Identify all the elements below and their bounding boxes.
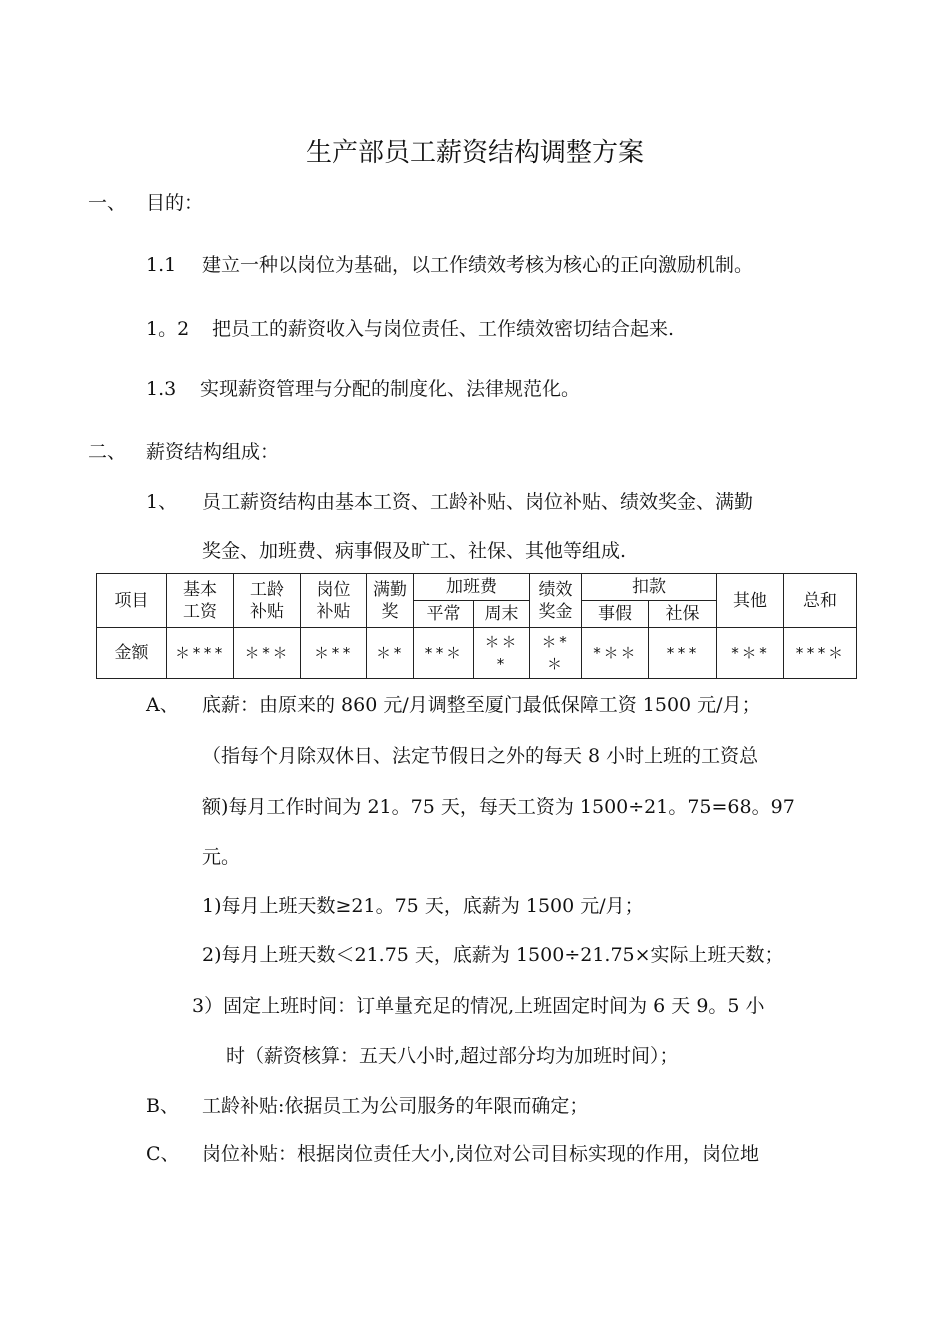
amount-overtime-weekday: **＊: [414, 628, 474, 679]
amount-base-salary: ＊***: [167, 628, 234, 679]
amount-deduction-social-insurance: ***: [649, 628, 717, 679]
item-a-line-2: （指每个月除双休日、法定节假日之外的每天 8 小时上班的工资总: [202, 745, 759, 767]
paragraph-2-1-line-1: 员工薪资结构由基本工资、工龄补贴、岗位补贴、绩效奖金、满勤: [202, 491, 754, 513]
header-overtime-weekend: 周末: [474, 601, 530, 628]
amount-total: ***＊: [784, 628, 857, 679]
item-1-1-text: 建立一种以岗位为基础，以工作绩效考核为核心的正向激励机制。: [202, 254, 754, 276]
item-1-3-text: 实现薪资管理与分配的制度化、法律规范化。: [200, 378, 581, 400]
header-performance-bonus: 绩效 奖金: [530, 574, 582, 628]
item-a-line-4: 元。: [202, 846, 241, 868]
row-label-amount: 金额: [97, 628, 167, 679]
section-1-marker: 一、: [88, 192, 127, 214]
item-1-2-text: 把员工的薪资收入与岗位责任、工作绩效密切结合起来.: [212, 318, 675, 340]
amount-attendance-bonus: ＊*: [367, 628, 414, 679]
item-c-text: 岗位补贴：根据岗位责任大小,岗位对公司目标实现的作用，岗位地: [202, 1143, 760, 1165]
amount-seniority-allowance: ＊*＊: [234, 628, 301, 679]
amount-post-allowance: ＊**: [301, 628, 367, 679]
amount-other: *＊*: [717, 628, 784, 679]
document-title: 生产部员工薪资结构调整方案: [305, 138, 644, 168]
header-total: 总和: [784, 574, 857, 628]
header-overtime-pay: 加班费: [414, 574, 530, 601]
section-2-heading: 薪资结构组成：: [146, 441, 280, 463]
item-a-line-1: 底薪：由原来的 860 元/月调整至厦门最低保障工资 1500 元/月；: [202, 694, 761, 716]
item-1-3-number: 1.3: [146, 378, 177, 400]
header-item: 项目: [97, 574, 167, 628]
item-a-line-3: 额)每月工作时间为 21。75 天，每天工资为 1500÷21。75=68。97: [202, 796, 795, 818]
item-b-text: 工龄补贴:依据员工为公司服务的年限而确定；: [202, 1095, 589, 1117]
header-overtime-weekday: 平常: [414, 601, 474, 628]
item-1-2-number: 1。2: [146, 318, 190, 340]
header-other: 其他: [717, 574, 784, 628]
item-a-sub-3-continued: 时（薪资核算：五天八小时,超过部分均为加班时间）；: [226, 1045, 679, 1067]
item-1-1-number: 1.1: [146, 254, 177, 276]
header-post-allowance: 岗位 补贴: [301, 574, 367, 628]
item-a-marker: A、: [146, 694, 179, 716]
header-attendance-bonus: 满勤 奖: [367, 574, 414, 628]
paragraph-2-1-line-2: 奖金、加班费、病事假及旷工、社保、其他等组成.: [202, 540, 627, 562]
header-deduction-social-insurance: 社保: [649, 601, 717, 628]
header-seniority-allowance: 工龄 补贴: [234, 574, 301, 628]
header-base-salary: 基本 工资: [167, 574, 234, 628]
header-deductions: 扣款: [582, 574, 717, 601]
item-c-marker: C、: [146, 1143, 180, 1165]
amount-deduction-personal-leave: *＊＊: [582, 628, 649, 679]
amount-performance-bonus: ＊* ＊: [530, 628, 582, 679]
item-a-sub-1: 1)每月上班天数≥21。75 天，底薪为 1500 元/月；: [202, 895, 644, 917]
paragraph-2-1-number: 1、: [146, 491, 178, 513]
item-b-marker: B、: [146, 1095, 179, 1117]
item-a-sub-2: 2)每月上班天数＜21.75 天，底薪为 1500÷21.75×实际上班天数；: [202, 944, 784, 966]
section-2-marker: 二、: [88, 441, 127, 463]
item-a-sub-3: 3）固定上班时间：订单量充足的情况,上班固定时间为 6 天 9。5 小: [192, 995, 765, 1017]
section-1-heading: 目的：: [146, 192, 204, 214]
salary-structure-table: [96, 573, 857, 679]
header-deduction-personal-leave: 事假: [582, 601, 649, 628]
amount-overtime-weekend: ＊＊ *: [474, 628, 530, 679]
